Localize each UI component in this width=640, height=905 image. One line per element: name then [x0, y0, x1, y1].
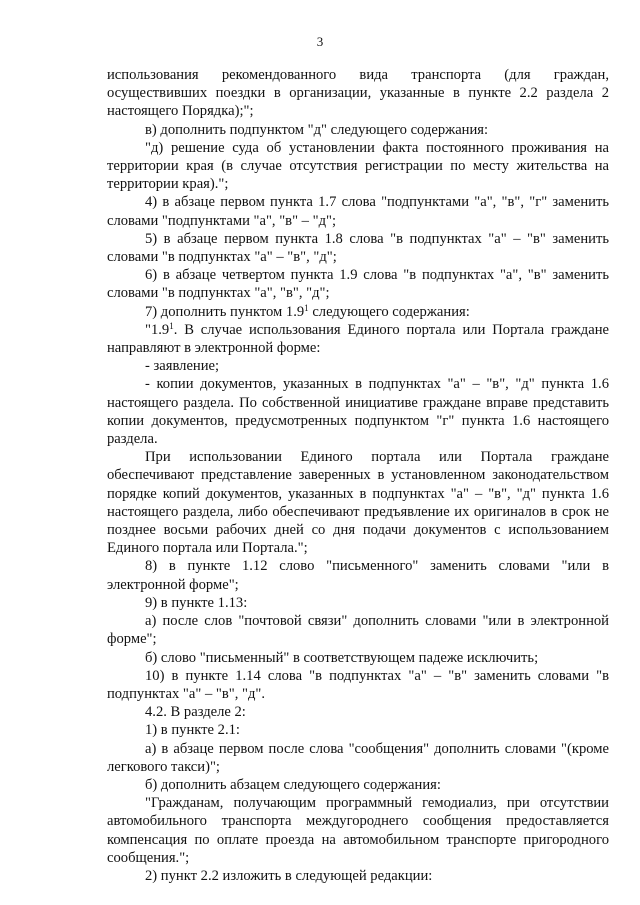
paragraph-continuation: использования рекомендованного вида транспорта (для граждан, осуществивших поездки в организации, указанные в пункте 2.2 раздела 2 настоящего Порядка);"; [107, 67, 609, 120]
superscript: 1 [304, 302, 309, 313]
paragraph: 9) в пункте 1.13: [145, 594, 248, 611]
superscript: 1 [169, 320, 174, 331]
document-body [107, 66, 609, 885]
paragraph-item-7 [107, 303, 609, 321]
paragraph: - копии документов, указанных в подпунктах "а" – "в", "д" пункта 1.6 настоящего раздела. По собственной инициативе граждане вправе представить копии документов, предусмотренных подпунктом "г" пункта 1.6 настоящего раздела. [107, 376, 609, 448]
paragraph: 5) в абзаце первом пункта 1.8 слова "в подпунктах "а" – "в" заменить словами "в подпунктах "а" – "в", "д"; [107, 230, 609, 266]
paragraph: "д) решение суда об установлении факта постоянного проживания на территории края (в случае отсутствия регистрации по месту жительства на территории края)."; [107, 139, 609, 193]
paragraph: 1) в пункте 2.1: [145, 722, 240, 739]
clause-number: "1.9 [145, 321, 170, 338]
paragraph: При использовании Единого портала или Портала граждане обеспечивают представление заверенных в установленном законодательством порядке копий документов, указанных в подпунктах "а" – "в", "д" пункта 1.6 настоящего раздела, либо обеспечивают предъявление их оригиналов в срок не позднее восьми рабочих дней со дня подачи документов с использованием Единого портала или Портала."; [107, 449, 609, 557]
paragraph: в) дополнить подпунктом "д" следующего содержания: [145, 121, 489, 138]
paragraph: 2) пункт 2.2 изложить в следующей редакции: [145, 867, 433, 884]
paragraph: 8) в пункте 1.12 слово "письменного" заменить словами "или в электронной форме"; [107, 558, 609, 593]
paragraph-item-7-text: 7) дополнить пунктом 1.9 [145, 303, 305, 320]
paragraph-item-7-after: следующего содержания: [308, 303, 470, 320]
paragraph: а) в абзаце первом после слова "сообщения" дополнить словами "(кроме легкового такси)"; [107, 740, 609, 775]
paragraph: 4.2. В разделе 2: [145, 704, 246, 721]
paragraph: - заявление; [145, 358, 220, 375]
paragraph: а) после слов "почтовой связи" дополнить словами "или в электронной форме"; [107, 613, 609, 648]
paragraph: б) слово "письменный" в соответствующем падеже исключить; [145, 649, 539, 666]
clause-text: . В случае использования Единого портала или Портала граждане направляют в электронной форме: [107, 321, 609, 357]
paragraph: "Гражданам, получающим программный гемодиализ, при отсутствии автомобильного транспорта междугороднего сообщения предоставляется компенсация по оплате проезда на автомобильном транспорте пригородного сообщения."; [107, 795, 609, 866]
paragraph: 6) в абзаце четвертом пункта 1.9 слова "в подпунктах "а", "в" заменить словами "в подпунктах "а", "в", "д"; [107, 267, 609, 302]
paragraph-clause-1-9-1 [107, 321, 609, 357]
paragraph: б) дополнить абзацем следующего содержания: [145, 776, 441, 793]
page-number: 3 [316, 34, 324, 49]
paragraph: 4) в абзаце первом пункта 1.7 слова "подпунктами "а", "в", "г" заменить словами "подпунктами "а", "в" – "д"; [107, 194, 609, 229]
paragraph: 10) в пункте 1.14 слова "в подпунктах "а" – "в" заменить словами "в подпунктах "а" – "в", "д". [107, 667, 609, 702]
